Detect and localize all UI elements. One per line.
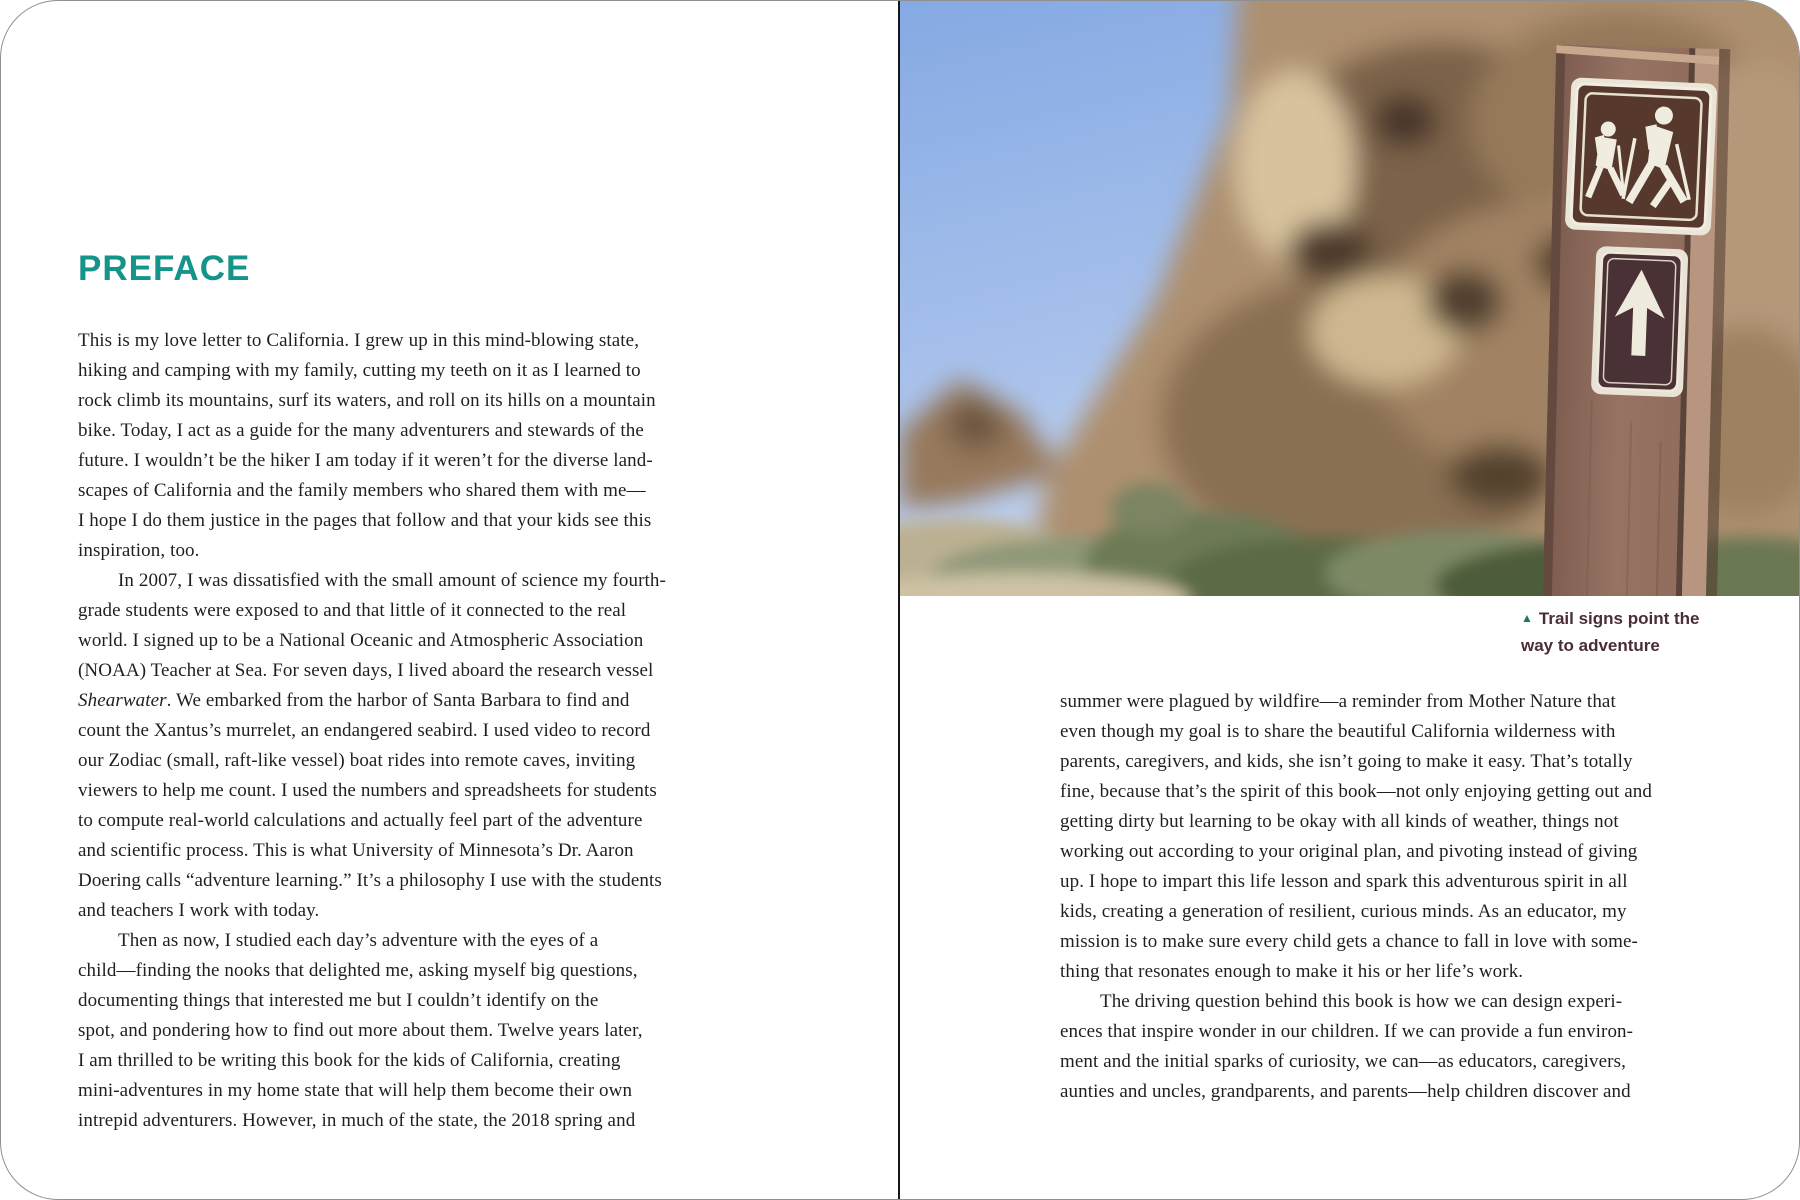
- text-line: bike. Today, I act as a guide for the many adventurers and stewards of the: [78, 420, 644, 441]
- caption-line1: Trail signs point the: [1538, 609, 1700, 628]
- text-line: to compute real-world calculations and actually feel part of the adventure: [78, 810, 643, 831]
- text-line: scapes of California and the family members who shared them with me—: [78, 480, 646, 501]
- paragraph: [78, 926, 743, 1136]
- text-line: and teachers I work with today.: [78, 900, 320, 921]
- text-line: I am thrilled to be writing this book for the kids of California, creating: [78, 1050, 621, 1071]
- text-line: hiking and camping with my family, cutting my teeth on it as I learned to: [78, 360, 641, 381]
- text-line: world. I signed up to be a National Oceanic and Atmospheric Association: [78, 630, 644, 651]
- trail-sign-photo-art: [900, 1, 1800, 596]
- text-line: even though my goal is to share the beautiful California wilderness with: [1060, 721, 1616, 742]
- text-line: child—finding the nooks that delighted me, asking myself big questions,: [78, 960, 638, 981]
- text-line: kids, creating a generation of resilient, curious minds. As an educator, my: [1060, 901, 1627, 922]
- text-line: documenting things that interested me but I couldn’t identify on the: [78, 990, 599, 1011]
- left-page-text-column: [78, 326, 743, 1136]
- text-line: and scientific process. This is what University of Minnesota’s Dr. Aaron: [78, 840, 634, 861]
- page-gutter-line: [898, 1, 900, 1200]
- arrow-sign: [1591, 246, 1689, 397]
- text-line: mini-adventures in my home state that will help them become their own: [78, 1080, 633, 1101]
- text-line: intrepid adventurers. However, in much of the state, the 2018 spring and: [78, 1110, 636, 1131]
- text-line: up. I hope to impart this life lesson and spark this adventurous spirit in all: [1060, 871, 1628, 892]
- text-line: ences that inspire wonder in our children. If we can provide a fun environ-: [1060, 1021, 1634, 1042]
- text-line: The driving question behind this book is how we can design experi-: [1100, 991, 1623, 1012]
- text-line: viewers to help me count. I used the numbers and spreadsheets for students: [78, 780, 657, 801]
- text-line: inspiration, too.: [78, 540, 200, 561]
- caption-line2: way to adventure: [1521, 636, 1660, 655]
- text-line: summer were plagued by wildfire—a reminder from Mother Nature that: [1060, 691, 1616, 712]
- text-line: thing that resonates enough to make it his or her life’s work.: [1060, 961, 1524, 982]
- text-line: future. I wouldn’t be the hiker I am today if it weren’t for the diverse land-: [78, 450, 653, 471]
- text-line: working out according to your original plan, and pivoting instead of giving: [1060, 841, 1638, 862]
- text-line: fine, because that’s the spirit of this book—not only enjoying getting out and: [1060, 781, 1652, 802]
- paragraph: [78, 326, 743, 566]
- hikers-pictogram-sign: [1565, 77, 1718, 235]
- text-line: I hope I do them justice in the pages that follow and that your kids see this: [78, 510, 652, 531]
- text-line: aunties and uncles, grandparents, and parents—help children discover and: [1060, 1081, 1631, 1102]
- text-line: grade students were exposed to and that little of it connected to the real: [78, 600, 627, 621]
- text-line: parents, caregivers, and kids, she isn’t going to make it easy. That’s totally: [1060, 751, 1633, 772]
- paragraph: [1060, 987, 1725, 1107]
- right-page-text-column: [1060, 687, 1725, 1107]
- text-line: Then as now, I studied each day’s adventure with the eyes of a: [118, 930, 599, 951]
- paragraph: [78, 566, 743, 926]
- text-line: Doering calls “adventure learning.” It’s a philosophy I use with the students: [78, 870, 662, 891]
- text-line: In 2007, I was dissatisfied with the small amount of science my fourth-: [118, 570, 666, 591]
- text-line: ment and the initial sparks of curiosity, we can—as educators, caregivers,: [1060, 1051, 1626, 1072]
- text-line: This is my love letter to California. I grew up in this mind-blowing state,: [78, 330, 640, 351]
- paragraph: [1060, 687, 1725, 987]
- caption-triangle-icon: ▲: [1521, 611, 1533, 625]
- text-line: count the Xantus’s murrelet, an endangered seabird. I used video to record: [78, 720, 651, 741]
- preface-heading: PREFACE: [78, 249, 251, 288]
- text-line: mission is to make sure every child gets a chance to fall in love with some-: [1060, 931, 1638, 952]
- text-line: (NOAA) Teacher at Sea. For seven days, I lived aboard the research vessel: [78, 660, 654, 681]
- text-line: Shearwater. We embarked from the harbor of Santa Barbara to find and: [78, 690, 630, 711]
- text-line: getting dirty but learning to be okay with all kinds of weather, things not: [1060, 811, 1619, 832]
- trail-sign-post: [1543, 45, 1731, 596]
- text-line: spot, and pondering how to find out more about them. Twelve years later,: [78, 1020, 643, 1041]
- text-line: our Zodiac (small, raft-like vessel) boat rides into remote caves, inviting: [78, 750, 636, 771]
- trail-sign-photo: [900, 1, 1800, 596]
- text-line: rock climb its mountains, surf its waters, and roll on its hills on a mountain: [78, 390, 656, 411]
- photo-caption: [1521, 606, 1741, 658]
